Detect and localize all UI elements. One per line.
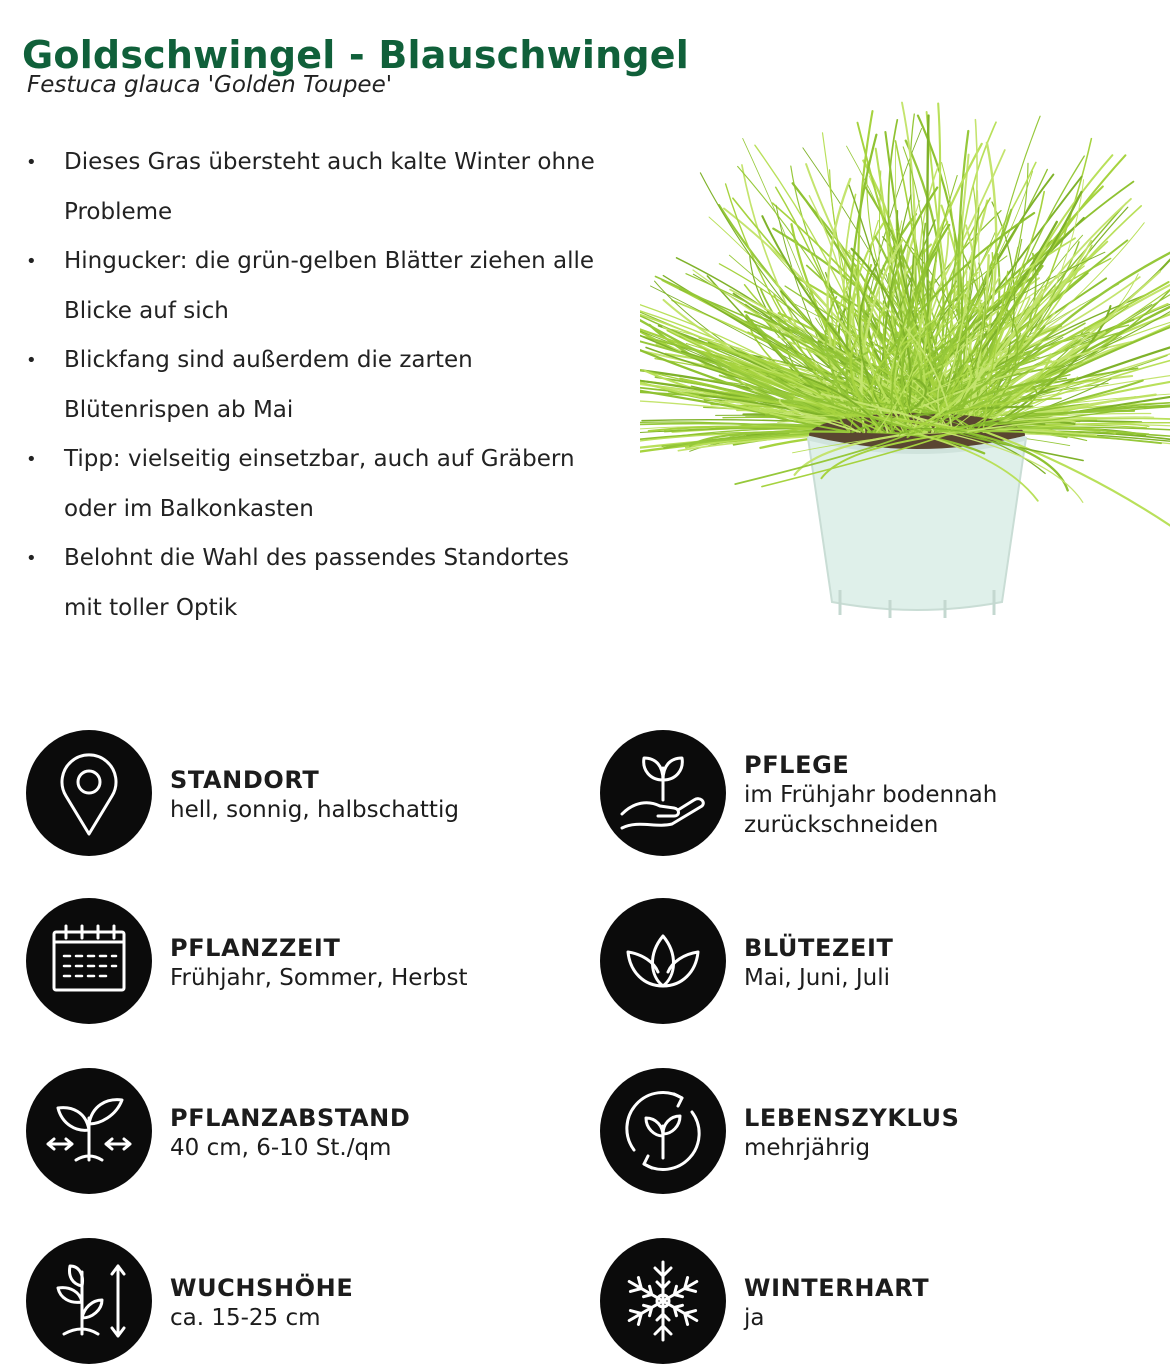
plant-product-image xyxy=(640,70,1170,630)
bullet-dot: • xyxy=(26,237,37,287)
bullet-item xyxy=(24,534,614,633)
feature-pflanzabstand xyxy=(26,1068,546,1198)
bullet-dot: • xyxy=(26,138,37,188)
feature-label: PFLANZABSTAND xyxy=(170,1103,550,1133)
feature-value: 40 cm, 6-10 St./qm xyxy=(170,1133,550,1163)
plant-height-icon xyxy=(26,1238,152,1364)
feature-standort xyxy=(26,730,546,860)
bullet-text: Belohnt die Wahl des passendes Standortes mit toller Optik xyxy=(64,545,569,621)
feature-value: mehrjährig xyxy=(744,1133,1124,1163)
feature-label: WUCHSHÖHE xyxy=(170,1273,550,1303)
feature-pflanzzeit xyxy=(26,898,546,1028)
feature-label: PFLANZZEIT xyxy=(170,933,550,963)
bullet-item xyxy=(24,138,614,237)
feature-label: STANDORT xyxy=(170,765,550,795)
bullet-dot: • xyxy=(26,534,37,584)
bullet-item xyxy=(24,435,614,534)
sprout-spacing-icon xyxy=(26,1068,152,1194)
feature-wuchshoehe xyxy=(26,1238,546,1368)
feature-pflege xyxy=(600,730,1120,860)
feature-lebenszyklus xyxy=(600,1068,1120,1198)
calendar-icon xyxy=(26,898,152,1024)
feature-bullet-list xyxy=(24,138,614,633)
hand-seedling-icon xyxy=(600,730,726,856)
feature-label: WINTERHART xyxy=(744,1273,1124,1303)
bullet-text: Dieses Gras übersteht auch kalte Winter ohne Probleme xyxy=(64,149,595,225)
feature-value: ca. 15-25 cm xyxy=(170,1303,550,1333)
bullet-text: Blickfang sind außerdem die zarten Blütenrispen ab Mai xyxy=(64,347,473,423)
feature-value: hell, sonnig, halbschattig xyxy=(170,795,550,825)
recycle-sprout-icon xyxy=(600,1068,726,1194)
bullet-dot: • xyxy=(26,435,37,485)
botanical-name: Festuca glauca 'Golden Toupee' xyxy=(27,72,392,98)
bullet-text: Tipp: vielseitig einsetzbar, auch auf Gräbern oder im Balkonkasten xyxy=(64,446,575,522)
bullet-item xyxy=(24,336,614,435)
bullet-item xyxy=(24,237,614,336)
snowflake-icon xyxy=(600,1238,726,1364)
feature-label: LEBENSZYKLUS xyxy=(744,1103,1124,1133)
feature-bluetezeit xyxy=(600,898,1120,1028)
feature-label: BLÜTEZEIT xyxy=(744,933,1124,963)
page-title: Goldschwingel - Blauschwingel xyxy=(22,33,689,77)
feature-value: im Frühjahr bodennah zurückschneiden xyxy=(744,780,1124,840)
feature-value: ja xyxy=(744,1303,1124,1333)
bullet-text: Hingucker: die grün-gelben Blätter ziehen alle Blicke auf sich xyxy=(64,248,594,324)
bullet-dot: • xyxy=(26,336,37,386)
feature-winterhart xyxy=(600,1238,1120,1368)
feature-value: Frühjahr, Sommer, Herbst xyxy=(170,963,550,993)
location-pin-icon xyxy=(26,730,152,856)
lotus-flower-icon xyxy=(600,898,726,1024)
feature-value: Mai, Juni, Juli xyxy=(744,963,1124,993)
feature-label: PFLEGE xyxy=(744,750,1124,780)
